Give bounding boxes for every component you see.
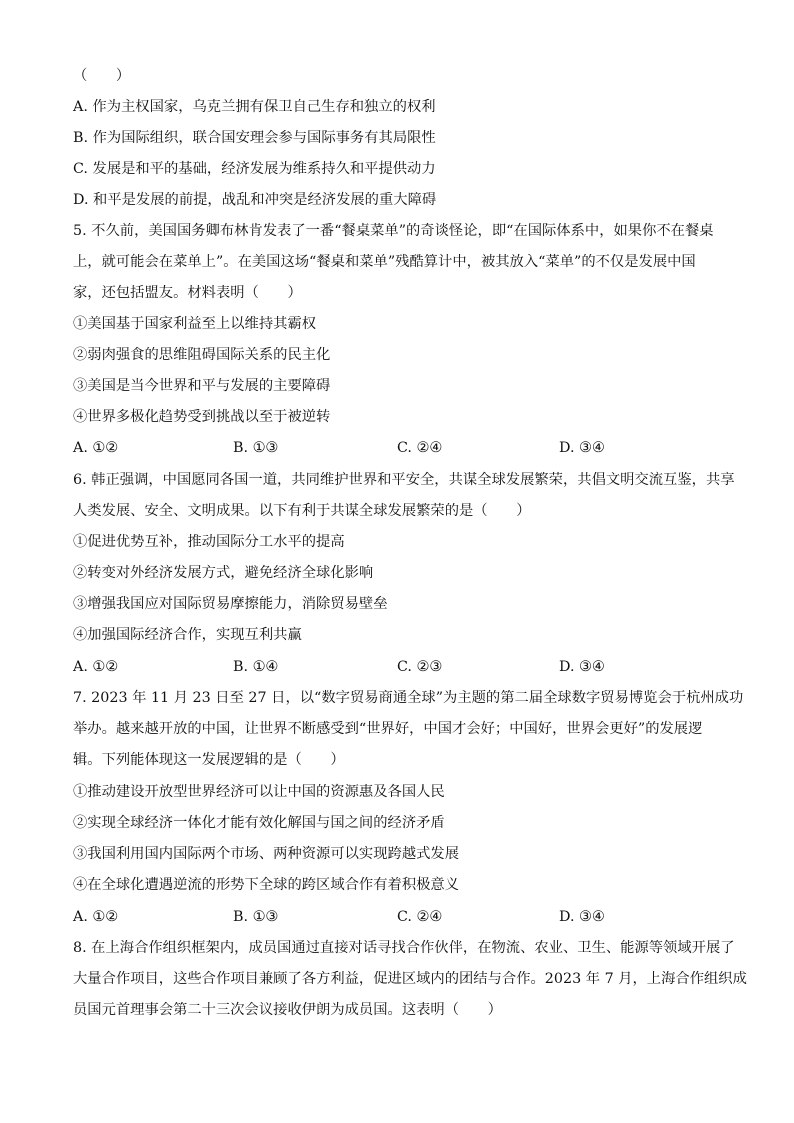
q5-choice-b: B. ①③ [233, 440, 279, 456]
q6-choices [73, 657, 733, 677]
q6-stem-line-2: 人类发展、安全、文明成果。以下有利于共谋全球发展繁荣的是（ ） [73, 503, 531, 519]
q5-stem-line-1: 5. 不久前，美国国务卿布林肯发表了一番“餐桌菜单”的奇谈怪论，即“在国际体系中，如果你不在餐桌 [73, 223, 714, 239]
q7-choice-b: B. ①③ [233, 909, 279, 925]
q6-choice-d: D. ③④ [559, 659, 605, 675]
q7-item-1: ①推动建设开放型世界经济可以让中国的资源惠及各国人民 [73, 784, 445, 800]
q6-choice-b: B. ①④ [233, 659, 279, 675]
q7-choice-d: D. ③④ [559, 909, 605, 925]
q6-item-2: ②转变对外经济发展方式，避免经济全球化影响 [73, 565, 374, 581]
q5-choices [73, 438, 733, 458]
q6-item-4: ④加强国际经济合作，实现互利共赢 [73, 627, 302, 643]
q8-stem-line-1: 8. 在上海合作组织框架内，成员国通过直接对话寻找合作伙伴，在物流、农业、卫生、能源等领域开展了 [73, 940, 735, 956]
q7-stem-line-2: 举办。越来越开放的中国，让世界不断感受到“世界好，中国才会好；中国好，世界会更好”的发展逻 [73, 721, 703, 737]
q4-option-c: C. 发展是和平的基础，经济发展为维系持久和平提供动力 [73, 161, 436, 177]
q7-choice-a: A. ①② [73, 909, 119, 925]
q7-choice-c: C. ②④ [397, 909, 443, 925]
q8-stem-line-3: 员国元首理事会第二十三次会议接收伊朗为成员国。这表明（ ） [73, 1002, 502, 1018]
q7-stem-line-1: 7. 2023 年 11 月 23 日至 27 日，以“数字贸易商通全球”为主题的第二届全球数字贸易博览会于杭州成功 [73, 690, 744, 706]
q5-item-4: ④世界多极化趋势受到挑战以至于被逆转 [73, 409, 331, 425]
q7-item-3: ③我国利用国内国际两个市场、两种资源可以实现跨越式发展 [73, 846, 460, 862]
q4-option-a: A. 作为主权国家，乌克兰拥有保卫自己生存和独立的权利 [73, 99, 436, 115]
q5-item-3: ③美国是当今世界和平与发展的主要障碍 [73, 378, 331, 394]
q5-item-1: ①美国基于国家利益至上以维持其霸权 [73, 316, 317, 332]
q4-option-d: D. 和平是发展的前提，战乱和冲突是经济发展的重大障碍 [73, 192, 437, 208]
q8-stem-line-2: 大量合作项目，这些合作项目兼顾了各方利益，促进区域内的团结与合作。2023 年 7 月，上海合作组织成 [73, 971, 747, 987]
q7-choices [73, 907, 733, 927]
q5-item-2: ②弱肉强食的思维阻碍国际关系的民主化 [73, 347, 331, 363]
q6-item-3: ③增强我国应对国际贸易摩擦能力，消除贸易壁垒 [73, 596, 388, 612]
q5-choice-d: D. ③④ [559, 440, 605, 456]
q5-choice-c: C. ②④ [397, 440, 443, 456]
q6-choice-c: C. ②③ [397, 659, 443, 675]
q6-stem-line-1: 6. 韩正强调，中国愿同各国一道，共同维护世界和平安全，共谋全球发展繁荣，共倡文明交流互鉴，共享 [73, 472, 735, 488]
q5-stem-line-3: 家，还包括盟友。材料表明（ ） [73, 285, 302, 301]
q6-choice-a: A. ①② [73, 659, 119, 675]
q5-stem-line-2: 上，就可能会在菜单上”。在美国这场“餐桌和菜单”残酷算计中，被其放入“菜单”的不仅是发展中国 [73, 254, 696, 270]
q7-item-2: ②实现全球经济一体化才能有效化解国与国之间的经济矛盾 [73, 815, 445, 831]
q7-stem-line-3: 辑。下列能体现这一发展逻辑的是（ ） [73, 752, 345, 768]
q6-item-1: ①促进优势互补，推动国际分工水平的提高 [73, 534, 345, 550]
q4-option-b: B. 作为国际组织，联合国安理会参与国际事务有其局限性 [73, 130, 436, 146]
q7-item-4: ④在全球化遭遇逆流的形势下全球的跨区域合作有着积极意义 [73, 877, 460, 893]
q5-choice-a: A. ①② [73, 440, 119, 456]
q4-answer-bracket: （ ） [73, 68, 131, 84]
